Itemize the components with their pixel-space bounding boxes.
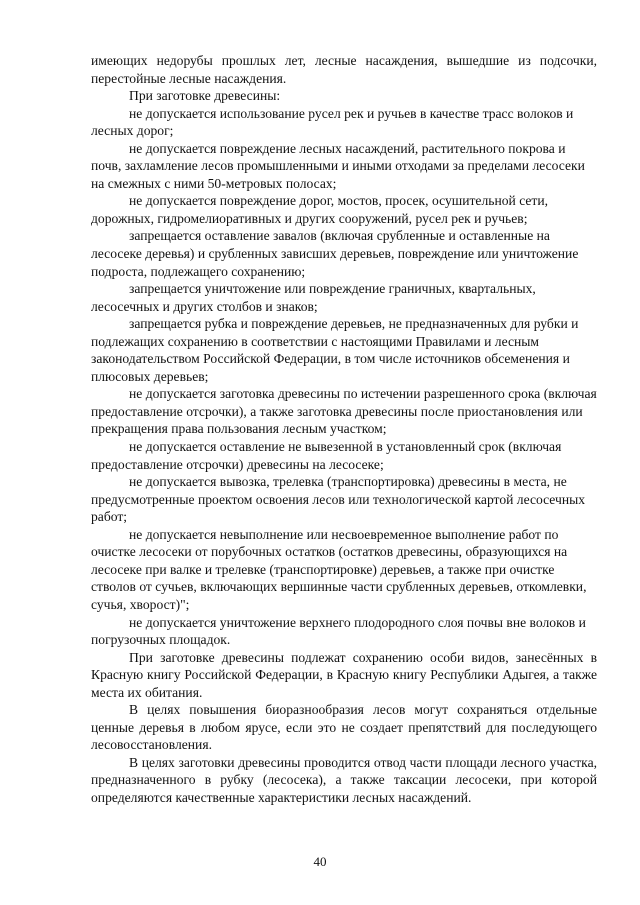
paragraph-rule-forest-damage: не допускается повреждение лесных насаждений, растительного покрова и почв, захламление лесов промышленными и иными отходами за пределами лесосеки на смежных с ними 50-метровых полосах; [91,140,585,191]
paragraph-harvest-intro: При заготовке древесины: [129,88,281,104]
document-body [91,52,597,807]
paragraph-rule-topsoil: не допускается уничтожение верхнего плодородного слоя почвы вне волоков и погрузочных площадок. [91,614,586,648]
paragraph-rule-roads: не допускается повреждение дорог, мостов, просек, осушительной сети, дорожных, гидромелиоративных и других сооружений, русел рек и ручьев; [91,193,549,226]
paragraph-rule-expired-term: не допускается заготовка древесины по истечении разрешенного срока (включая предоставление отсрочки), а также заготовка древесины после приостановления или прекращения права пользования лесным участком; [91,386,597,437]
paragraph-rule-cleanup: не допускается невыполнение или несвоевременное выполнение работ по очистке лесосеки от порубочных остатков (остатков древесины, образующихся на лесосеке при валке и трелевке (транспортировке) деревьев, а также при очистке стволов от сучьев, включающих вершинные части срубленных деревьев, откомлевки, сучья, хворост)"; [91,526,587,612]
paragraph-red-book: При заготовке древесины подлежат сохранению особи видов, занесённых в Красную книгу Российской Федерации, в Красную книгу Республики Адыгея, а также места их обитания. [91,649,597,700]
paragraph-rule-riverbeds: не допускается использование русел рек и ручьев в качестве трасс волоков и лесных дорог; [91,105,574,139]
paragraph-rule-posts: запрещается уничтожение или повреждение граничных, квартальных, лесосечных и других столбов и знаков; [91,281,536,314]
paragraph-rule-protected-trees: запрещается рубка и повреждение деревьев, не предназначенных для рубки и подлежащих сохранению в соответствии с настоящими Правилами и лесным законодательством Российской Федерации, в том числе источников обсеменения и плюсовых деревьев; [91,316,579,384]
paragraph-rule-unremoved-wood: не допускается оставление не вывезенной в установленный срок (включая предоставление отсрочки) древесины на лесосеке; [91,439,562,472]
paragraph-rule-debris: запрещается оставление завалов (включая срубленные и оставленные на лесосеке деревья) и срубленных зависших деревьев, повреждение или уничтожение подроста, подлежащего сохранению; [91,228,579,279]
paragraph-continuation: имеющих недорубы прошлых лет, лесные насаждения, вышедшие из подсочки, перестойные лесные насаждения. [91,53,597,86]
paragraph-rule-transport: не допускается вывозка, трелевка (транспортировка) древесины в места, не предусмотренные проектом освоения лесов или технологической картой лесосечных работ; [91,474,586,525]
paragraph-biodiversity: В целях повышения биоразнообразия лесов могут сохраняться отдельные ценные деревья в любом ярусе, если это не создает препятствий для последующего лесовосстановления. [91,702,597,753]
page-number: 40 [313,854,327,869]
paragraph-allotment: В целях заготовки древесины проводится отвод части площади лесного участка, предназначенного в рубку (лесосека), а также таксации лесосеки, при которой определяются качественные характеристики лесных насаждений. [91,754,597,805]
